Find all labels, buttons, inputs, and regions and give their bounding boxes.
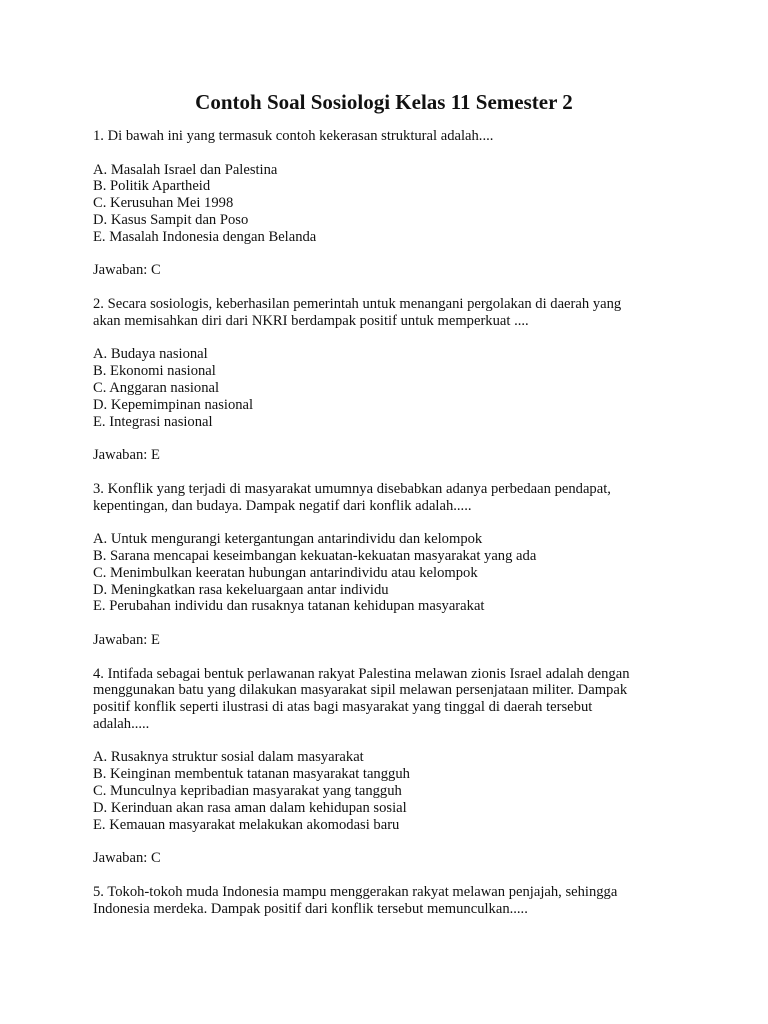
- question-3: [93, 481, 693, 649]
- answer-option: C. Anggaran nasional: [93, 379, 220, 396]
- question-line: 1. Di bawah ini yang termasuk contoh kekerasan struktural adalah....: [93, 128, 494, 144]
- answer-option: A. Untuk mengurangi ketergantungan antarindividu dan kelompok: [93, 531, 483, 548]
- answer-option: E. Masalah Indonesia dengan Belanda: [93, 228, 317, 245]
- answer-option: B. Keinginan membentuk tatanan masyarakat tangguh: [93, 766, 410, 783]
- question-5: [93, 884, 693, 918]
- question-line: Indonesia merdeka. Dampak positif dari konflik tersebut memunculkan.....: [93, 900, 528, 917]
- answer-key: Jawaban: C: [93, 262, 161, 279]
- question-text: [93, 128, 693, 145]
- question-2: [93, 296, 693, 464]
- answer-option: A. Rusaknya struktur sosial dalam masyarakat: [93, 749, 364, 766]
- question-spacer: [93, 464, 693, 481]
- answer-key: Jawaban: E: [93, 447, 160, 464]
- answer-option: C. Kerusuhan Mei 1998: [93, 195, 234, 212]
- question-line: menggunakan batu yang dilakukan masyarakat sipil melawan persenjataan militer. Dampak: [93, 682, 628, 699]
- answer-key: Jawaban: E: [93, 631, 160, 648]
- answer-option: D. Kasus Sampit dan Poso: [93, 211, 249, 228]
- question-text: [93, 884, 693, 918]
- question-line: akan memisahkan diri dari NKRI berdampak positif untuk memperkuat ....: [93, 312, 529, 329]
- question-line: adalah.....: [93, 715, 150, 732]
- question-line: 5. Tokoh-tokoh muda Indonesia mampu menggerakan rakyat melawan penjajah, sehingga: [93, 883, 618, 900]
- answer-options: [93, 162, 693, 246]
- answer-option: D. Kepemimpinan nasional: [93, 396, 254, 413]
- question-text: [93, 296, 693, 330]
- answer-option: A. Budaya nasional: [93, 346, 208, 363]
- answer-key: Jawaban: C: [93, 850, 161, 867]
- question-line: kepentingan, dan budaya. Dampak negatif dari konflik adalah.....: [93, 497, 472, 514]
- answer-option: B. Sarana mencapai keseimbangan kekuatan-kekuatan masyarakat yang ada: [93, 547, 537, 564]
- question-text: [93, 666, 693, 733]
- question-line: 4. Intifada sebagai bentuk perlawanan rakyat Palestina melawan zionis Israel adalah dengan: [93, 665, 630, 682]
- question-text: [93, 481, 693, 515]
- answer-option: A. Masalah Israel dan Palestina: [93, 161, 278, 178]
- answer-options: [93, 346, 693, 430]
- answer-option: E. Integrasi nasional: [93, 413, 213, 430]
- answer-option: C. Munculnya kepribadian masyarakat yang tangguh: [93, 783, 402, 800]
- question-spacer: [93, 867, 693, 884]
- answer-option: D. Kerinduan akan rasa aman dalam kehidupan sosial: [93, 799, 407, 816]
- question-spacer: [93, 279, 693, 296]
- answer-option: E. Perubahan individu dan rusaknya tatanan kehidupan masyarakat: [93, 598, 485, 615]
- answer-options: [93, 749, 693, 833]
- page-title: Contoh Soal Sosiologi Kelas 11 Semester 2: [195, 90, 573, 114]
- answer-option: B. Politik Apartheid: [93, 178, 211, 195]
- question-spacer: [93, 649, 693, 666]
- question-line: 3. Konflik yang terjadi di masyarakat umumnya disebabkan adanya perbedaan pendapat,: [93, 480, 611, 497]
- answer-options: [93, 531, 693, 615]
- question-line: 2. Secara sosiologis, keberhasilan pemerintah untuk menangani pergolakan di daerah yang: [93, 295, 622, 312]
- answer-option: B. Ekonomi nasional: [93, 363, 216, 380]
- answer-option: E. Kemauan masyarakat melakukan akomodasi baru: [93, 816, 400, 833]
- question-1: [93, 128, 693, 279]
- question-line: positif konflik seperti ilustrasi di atas bagi masyarakat yang tinggal di daerah tersebut: [93, 699, 593, 716]
- question-4: [93, 666, 693, 868]
- question-list: [93, 128, 693, 917]
- answer-option: C. Menimbulkan keeratan hubungan antarindividu atau kelompok: [93, 564, 478, 581]
- answer-option: D. Meningkatkan rasa kekeluargaan antar individu: [93, 581, 389, 598]
